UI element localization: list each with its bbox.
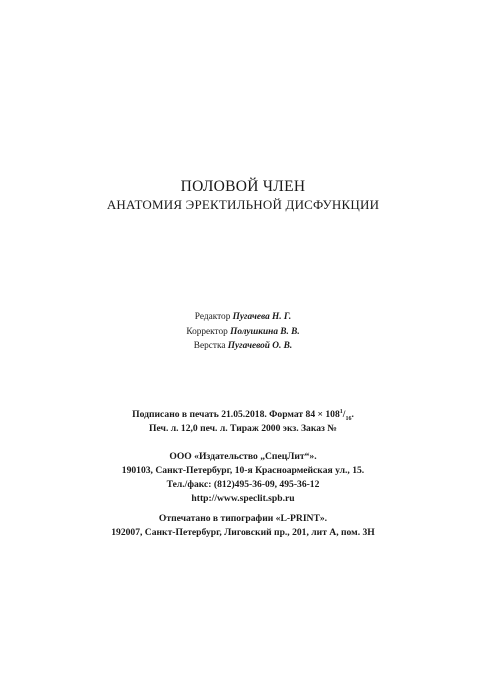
print-date-format: Подписано в печать 21.05.2018. Формат 84 × 108	[132, 409, 340, 420]
book-subtitle: АНАТОМИЯ ЭРЕКТИЛЬНОЙ ДИСФУНКЦИИ	[106, 197, 380, 212]
printer-block	[0, 512, 486, 540]
credits-block	[0, 310, 486, 354]
printer-address: 192007, Санкт-Петербург, Лиговский пр., 201, лит А, пом. 3Н	[111, 527, 375, 538]
format-period: .	[351, 409, 354, 420]
print-info-line-1	[0, 408, 486, 422]
book-title: ПОЛОВОЙ ЧЛЕН	[180, 178, 306, 195]
publisher-block	[0, 450, 486, 506]
format-slash: /	[342, 409, 346, 420]
credit-role: Редактор	[194, 312, 231, 322]
credit-name: Пугачева Н. Г.	[232, 312, 292, 322]
format-superscript: 1	[339, 408, 343, 415]
credit-name: Пугачевой О. В.	[227, 341, 293, 351]
publisher-website: http://www.speclit.spb.ru	[191, 493, 295, 504]
credit-name: Полушкина В. В.	[230, 326, 300, 337]
credit-proofreader	[0, 325, 486, 340]
credit-layout	[0, 339, 486, 354]
format-subscript: 16	[345, 415, 352, 422]
print-info-line-2: Печ. л. 12,0 печ. л. Тираж 2000 экз. Заказ №	[149, 423, 337, 434]
publisher-phone: Тел./факс: (812)495-36-09, 495-36-12	[166, 479, 320, 490]
credit-editor	[0, 310, 486, 325]
publisher-address: 190103, Санкт-Петербург, 10-я Красноармейская ул., 15.	[121, 465, 365, 476]
credit-role: Корректор	[186, 326, 228, 337]
print-info-block	[0, 408, 486, 436]
credit-role: Верстка	[193, 341, 226, 351]
publisher-name: ООО «Издательство „СпецЛит“».	[169, 451, 317, 462]
printer-name: Отпечатано в типографии «L-PRINT».	[158, 513, 328, 524]
